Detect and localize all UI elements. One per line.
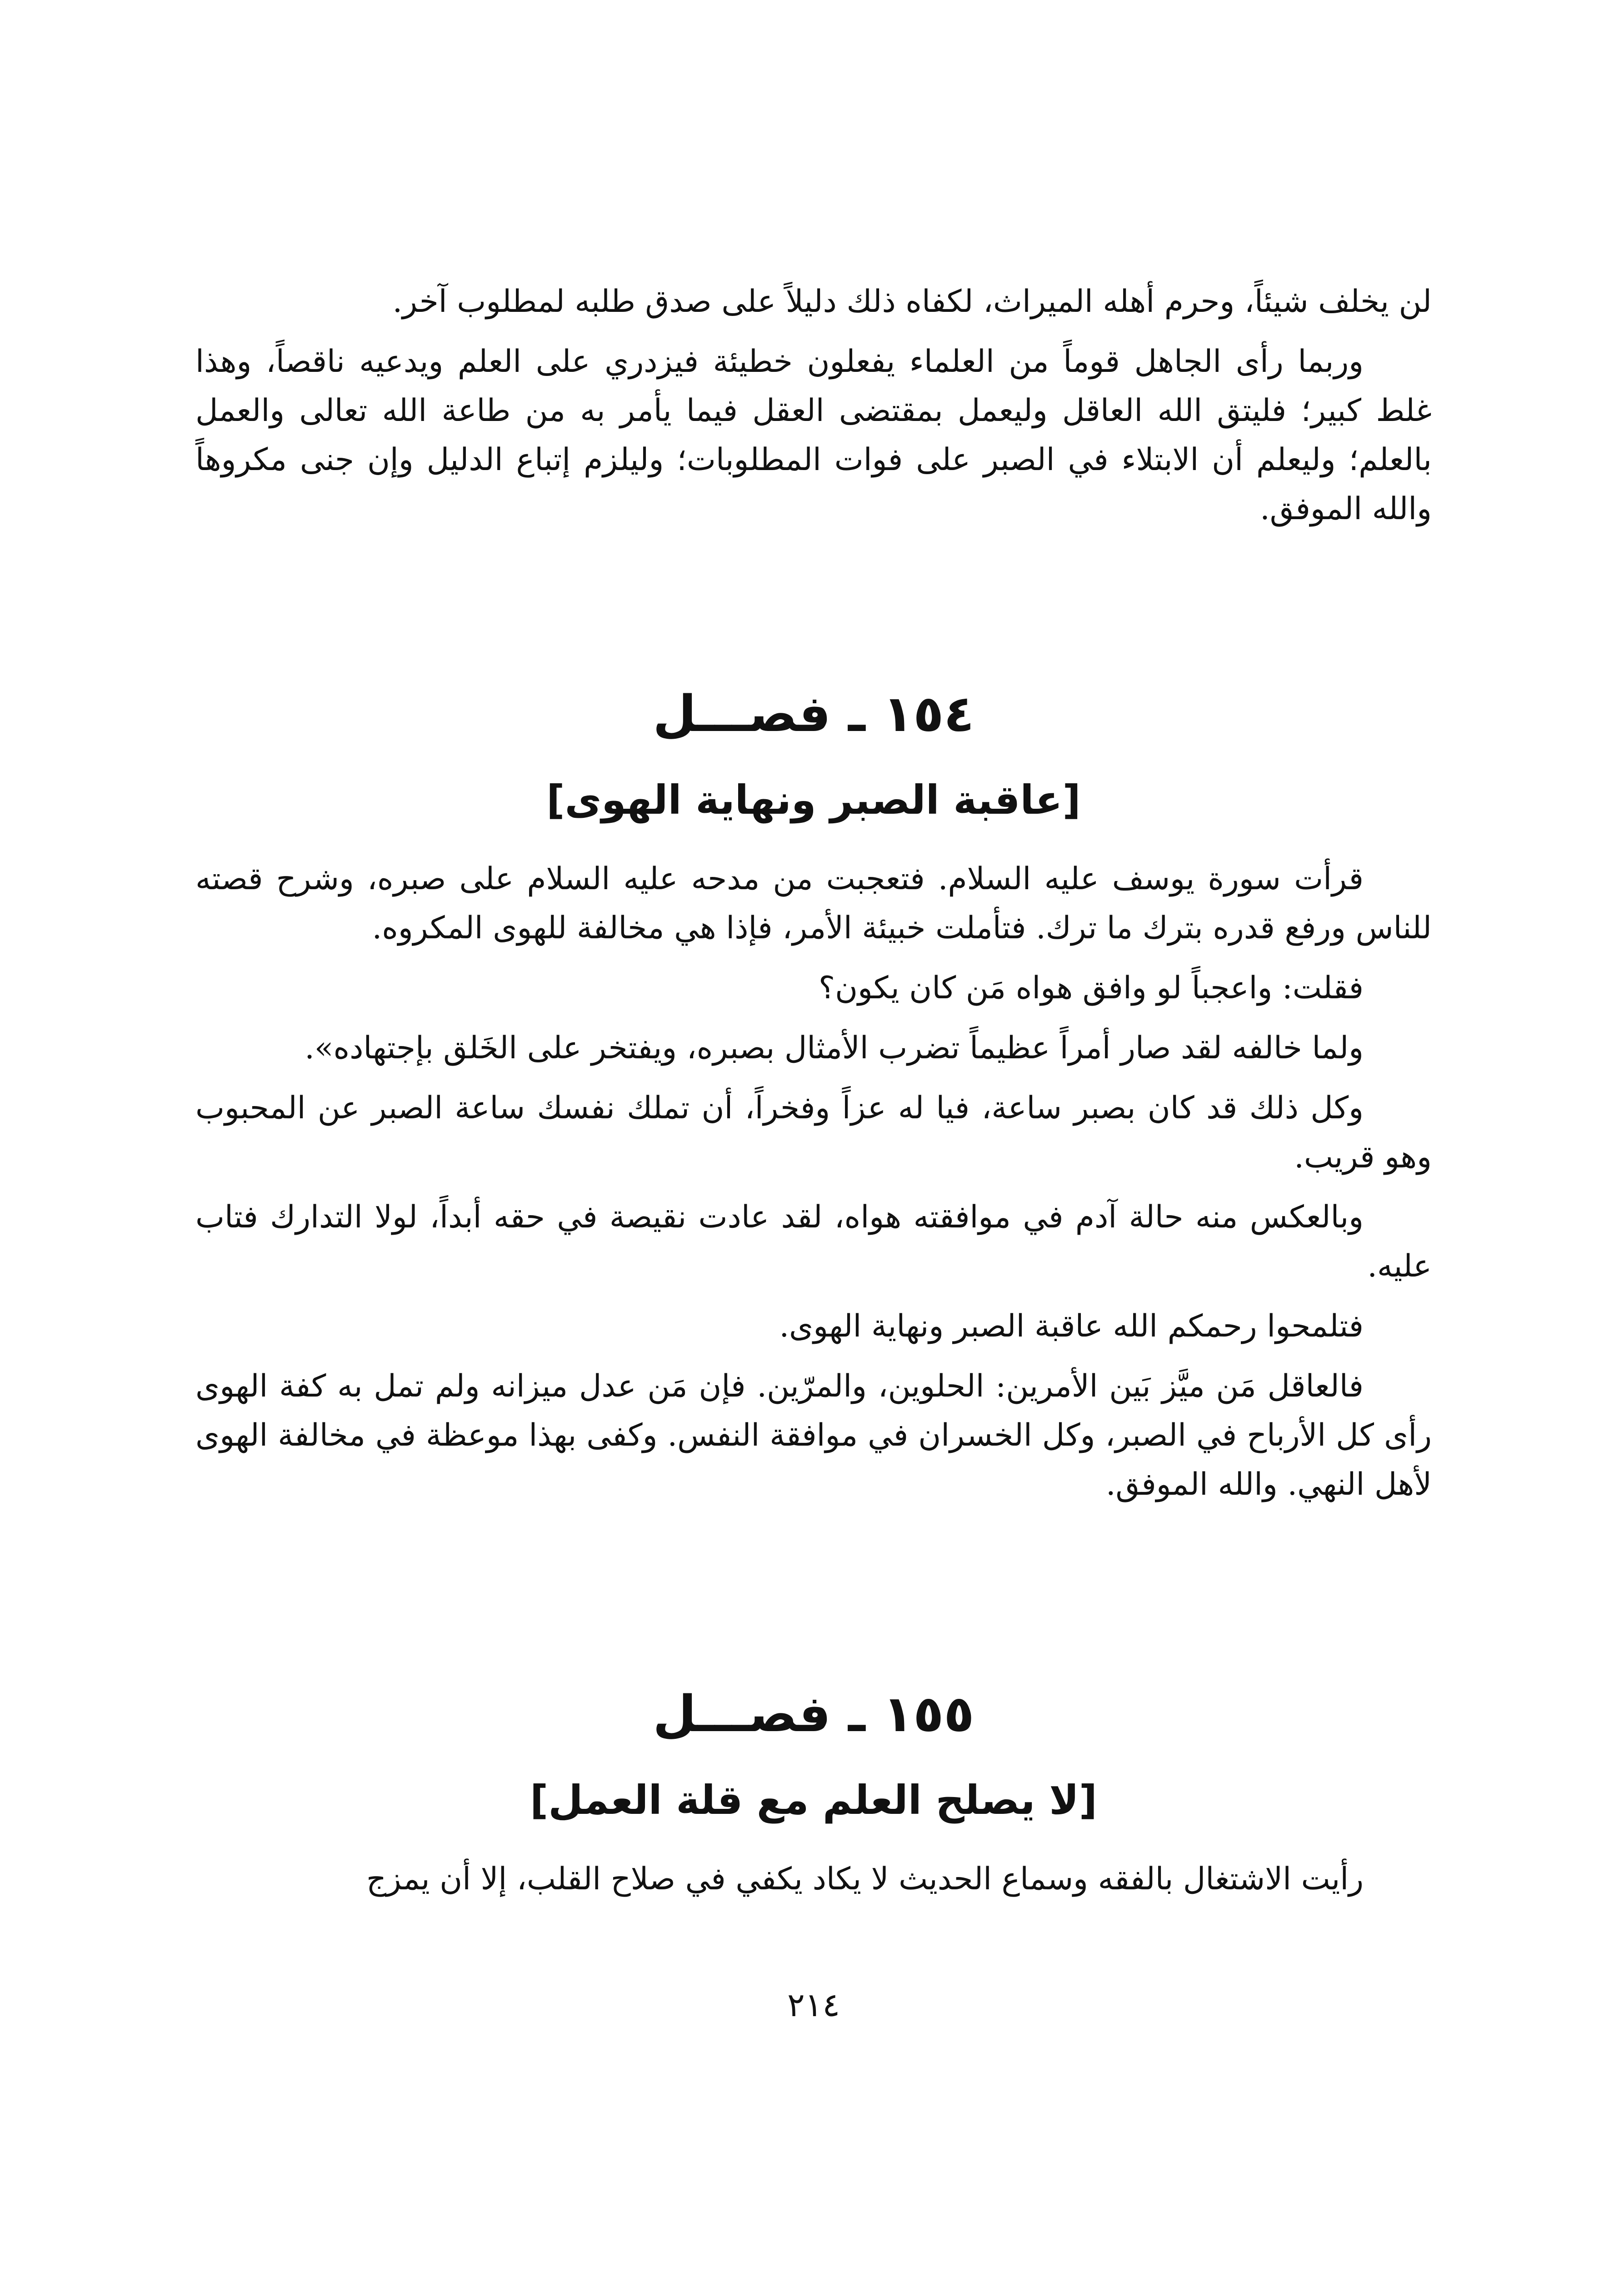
book-page <box>195 0 1432 2273</box>
section-155-body <box>195 1855 1432 1904</box>
paragraph-continuation: لن يخلف شيئاً، وحرم أهله الميراث، لكفاه ذلك دليلاً على صدق طلبه لمطلوب آخر. <box>392 284 1432 320</box>
section-title-154: [عاقبة الصبر ونهاية الهوى] <box>546 776 1081 823</box>
paragraph: وبالعكس منه حالة آدم في موافقته هواه، لقد عادت نقيصة في حقه أبداً، لولا التدارك فتاب عليه. <box>195 1199 1432 1284</box>
paragraph: فتلمحوا رحمكم الله عاقبة الصبر ونهاية الهوى. <box>779 1308 1364 1344</box>
page-number: ٢١٤ <box>787 1986 840 2024</box>
section-title-155: [لا يصلح العلم مع قلة العمل] <box>530 1777 1097 1823</box>
paragraph: وكل ذلك قد كان بصبر ساعة، فيا له عزاً وفخراً، أن تملك نفسك ساعة الصبر عن المحبوب وهو قريب. <box>195 1090 1432 1175</box>
paragraph: ولما خالفه لقد صار أمراً عظيماً تضرب الأمثال بصبره، ويفتخر على الخَلق بإجتهاده». <box>305 1030 1364 1066</box>
paragraph: وربما رأى الجاهل قوماً من العلماء يفعلون خطيئة فيزدري على العلم ويدعيه ناقصاً، وهذا غلط كبير؛ فليتق الله العاقل وليعمل بمقتضى العقل فيما يأمر به من طاعة الله تعالى والعمل بالعلم؛ وليعلم أن الابتلاء في الصبر على فوات المطلوبات؛ وليلزم إتباع الدليل وإن جنى مكروهاً والله الموفق. <box>195 344 1432 527</box>
paragraph: فالعاقل مَن ميَّز بَين الأمرين: الحلوين، والمرّين. فإن مَن عدل ميزانه ولم تمل به كفة الهوى رأى كل الأرباح في الصبر، وكل الخسران في موافقة النفس. وكفى بهذا موعظة في مخالفة الهوى لأهل النهي. والله الموفق. <box>195 1368 1432 1502</box>
section-154-body <box>195 855 1432 1509</box>
paragraph: رأيت الاشتغال بالفقه وسماع الحديث لا يكاد يكفي في صلاح القلب، إلا أن يمزج <box>366 1861 1364 1897</box>
section-heading-154: ١٥٤ ـ فصـــل <box>653 685 974 743</box>
paragraph: فقلت: واعجباً لو وافق هواه مَن كان يكون؟ <box>819 970 1364 1006</box>
paragraph: قرأت سورة يوسف عليه السلام. فتعجبت من مدحه عليه السلام على صبره، وشرح قصته للناس ورفع قدره بترك ما ترك. فتأملت خبيئة الأمر، فإذا هي مخالفة للهوى المكروه. <box>195 861 1432 946</box>
section-heading-155: ١٥٥ ـ فصـــل <box>653 1685 974 1743</box>
top-text-block <box>195 277 1432 534</box>
